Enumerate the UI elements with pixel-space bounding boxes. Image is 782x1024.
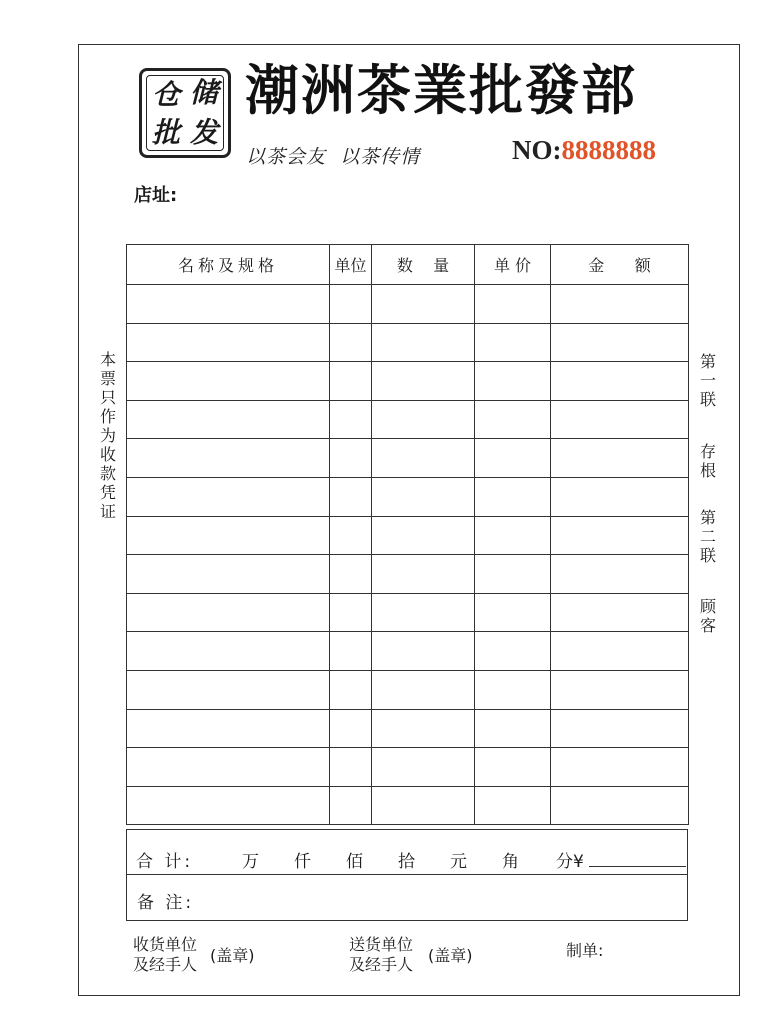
table-row bbox=[127, 285, 689, 324]
col-header-name: 名称及规格 bbox=[127, 245, 330, 285]
table-cell bbox=[127, 477, 330, 516]
unit-yuan: 元 bbox=[450, 852, 467, 872]
table-row bbox=[127, 439, 689, 478]
table-cell bbox=[127, 285, 330, 324]
table-cell bbox=[551, 555, 689, 594]
table-row bbox=[127, 709, 689, 748]
table-cell bbox=[551, 400, 689, 439]
table-cell bbox=[330, 400, 372, 439]
table-cell bbox=[372, 748, 475, 787]
maker-label: 制单: bbox=[566, 941, 604, 960]
table-row bbox=[127, 786, 689, 825]
table-cell bbox=[475, 670, 551, 709]
table-cell bbox=[475, 439, 551, 478]
company-seal bbox=[139, 68, 231, 158]
table-cell bbox=[475, 323, 551, 362]
table-cell bbox=[330, 593, 372, 632]
table-cell bbox=[551, 439, 689, 478]
table-cell bbox=[475, 285, 551, 324]
table-cell bbox=[551, 748, 689, 787]
table-cell bbox=[127, 439, 330, 478]
amount-underline bbox=[589, 866, 686, 867]
copy-label-2: 存根 bbox=[699, 442, 716, 480]
col-header-unit: 单位 bbox=[330, 245, 372, 285]
table-cell bbox=[372, 323, 475, 362]
table-cell bbox=[475, 748, 551, 787]
table-cell bbox=[475, 709, 551, 748]
table-row bbox=[127, 748, 689, 787]
unit-jiao: 角 bbox=[502, 852, 519, 872]
receipt-number-value: 8888888 bbox=[561, 135, 656, 165]
table-cell bbox=[127, 516, 330, 555]
table-row bbox=[127, 593, 689, 632]
seal-char: 储 bbox=[190, 76, 219, 109]
table-cell bbox=[127, 555, 330, 594]
table-cell bbox=[372, 285, 475, 324]
slogan: 以茶会友 以茶传情 bbox=[246, 146, 421, 168]
seal-char: 批 bbox=[152, 116, 181, 149]
table-cell bbox=[551, 285, 689, 324]
receipt-number bbox=[512, 137, 656, 164]
table-row bbox=[127, 516, 689, 555]
copy-label-1: 第一联 bbox=[699, 352, 716, 409]
table-cell bbox=[551, 709, 689, 748]
table-cell bbox=[330, 786, 372, 825]
table-cell bbox=[330, 477, 372, 516]
unit-qian: 仟 bbox=[294, 852, 311, 872]
table-cell bbox=[372, 709, 475, 748]
table-row bbox=[127, 362, 689, 401]
total-label: 合 计: bbox=[136, 852, 194, 872]
unit-wan: 万 bbox=[242, 852, 259, 872]
table-cell bbox=[372, 786, 475, 825]
total-row bbox=[127, 830, 687, 875]
table-cell bbox=[372, 593, 475, 632]
sender-signature: 送货单位 及经手人 bbox=[349, 935, 414, 974]
col-header-quantity: 数 量 bbox=[372, 245, 475, 285]
table-cell bbox=[551, 593, 689, 632]
table-cell bbox=[475, 400, 551, 439]
table-row bbox=[127, 477, 689, 516]
table-cell bbox=[475, 786, 551, 825]
table-cell bbox=[330, 323, 372, 362]
table-cell bbox=[475, 632, 551, 671]
table-cell bbox=[127, 709, 330, 748]
table-cell bbox=[551, 632, 689, 671]
receiver-stamp-note: (盖章) bbox=[210, 946, 255, 965]
table-cell bbox=[330, 555, 372, 594]
unit-bai: 佰 bbox=[346, 852, 363, 872]
table-cell bbox=[475, 362, 551, 401]
table-cell bbox=[330, 516, 372, 555]
col-header-price: 单 价 bbox=[475, 245, 551, 285]
table-cell bbox=[551, 516, 689, 555]
table-row bbox=[127, 555, 689, 594]
items-table bbox=[126, 244, 689, 825]
table-cell bbox=[551, 670, 689, 709]
table-cell bbox=[330, 632, 372, 671]
table-cell bbox=[372, 400, 475, 439]
table-cell bbox=[372, 555, 475, 594]
table-cell bbox=[330, 362, 372, 401]
table-cell bbox=[127, 632, 330, 671]
table-cell bbox=[127, 786, 330, 825]
table-cell bbox=[372, 477, 475, 516]
table-row bbox=[127, 670, 689, 709]
table-cell bbox=[475, 555, 551, 594]
copy-label-4: 顾客 bbox=[699, 597, 716, 635]
receiver-signature: 收货单位 及经手人 bbox=[133, 935, 198, 974]
table-cell bbox=[372, 670, 475, 709]
table-cell bbox=[127, 748, 330, 787]
table-cell bbox=[551, 323, 689, 362]
table-row bbox=[127, 323, 689, 362]
copy-label-3: 第二联 bbox=[699, 508, 716, 565]
table-cell bbox=[551, 477, 689, 516]
table-cell bbox=[127, 362, 330, 401]
sender-stamp-note: (盖章) bbox=[428, 946, 473, 965]
seal-char: 仓 bbox=[152, 78, 181, 111]
table-row bbox=[127, 400, 689, 439]
table-cell bbox=[372, 439, 475, 478]
receipt-number-label: NO: bbox=[512, 135, 562, 165]
shop-address-label: 店址: bbox=[134, 185, 178, 206]
company-name: 潮洲茶業批發部 bbox=[245, 59, 637, 122]
table-cell bbox=[475, 593, 551, 632]
table-cell bbox=[475, 477, 551, 516]
table-cell bbox=[127, 670, 330, 709]
table-cell bbox=[127, 400, 330, 439]
table-cell bbox=[330, 439, 372, 478]
table-cell bbox=[330, 748, 372, 787]
table-cell bbox=[330, 285, 372, 324]
remark-label: 备 注: bbox=[137, 893, 195, 913]
table-cell bbox=[475, 516, 551, 555]
totals-box bbox=[126, 829, 688, 921]
table-cell bbox=[372, 632, 475, 671]
table-cell bbox=[127, 323, 330, 362]
unit-fen: 分¥ bbox=[556, 852, 584, 872]
unit-shi: 拾 bbox=[398, 852, 415, 872]
table-cell bbox=[127, 593, 330, 632]
seal-char: 发 bbox=[190, 116, 219, 149]
left-side-note: 本票只作为收款凭证 bbox=[99, 350, 116, 521]
table-cell bbox=[551, 786, 689, 825]
table-cell bbox=[372, 516, 475, 555]
table-row bbox=[127, 632, 689, 671]
table-cell bbox=[330, 709, 372, 748]
table-cell bbox=[372, 362, 475, 401]
table-cell bbox=[551, 362, 689, 401]
col-header-amount: 金 额 bbox=[551, 245, 689, 285]
table-cell bbox=[330, 670, 372, 709]
